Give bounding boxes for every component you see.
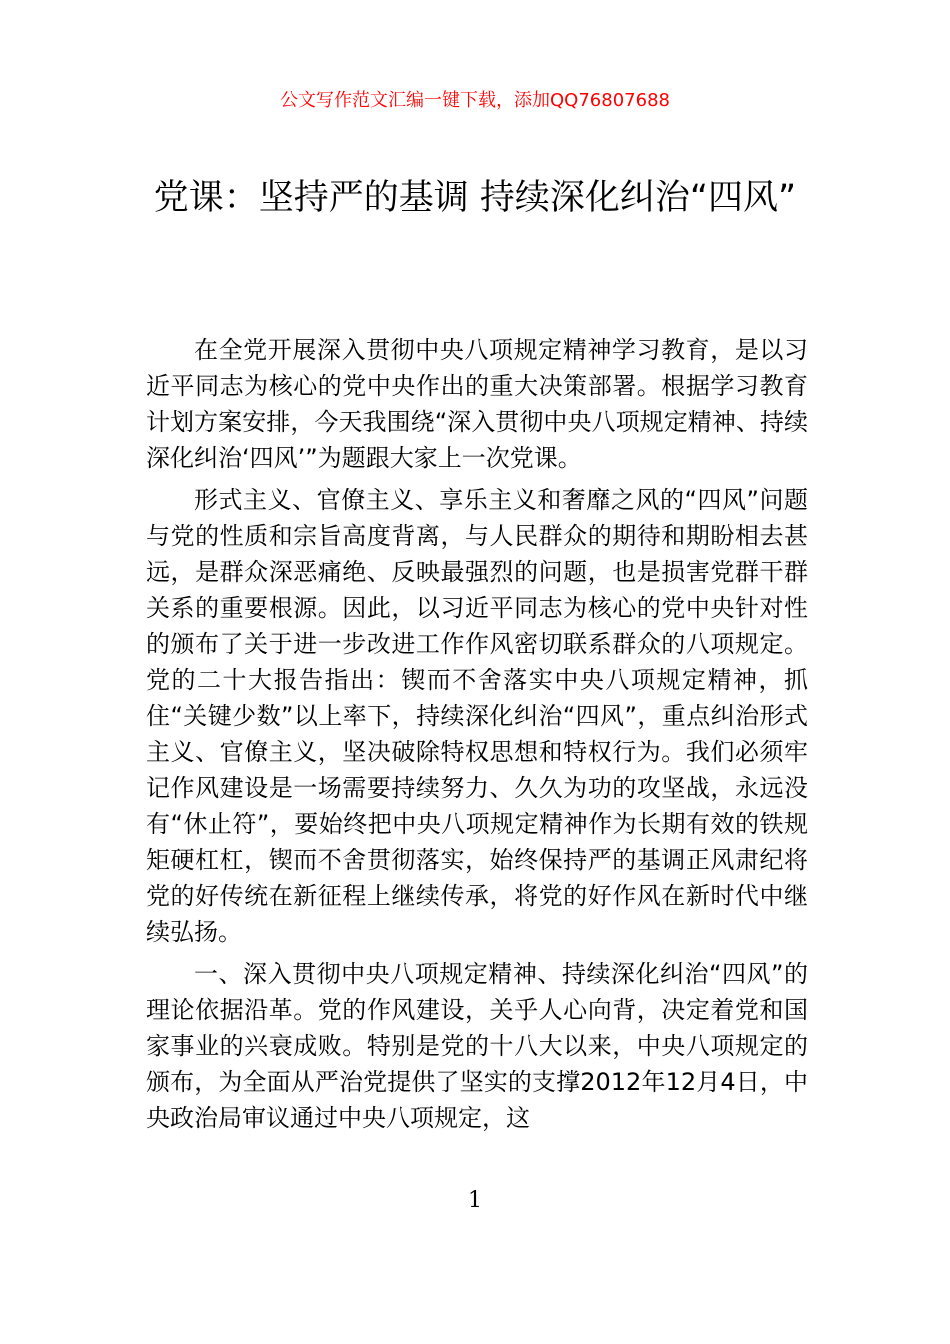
header-banner: 公文写作范文汇编一键下载，添加QQ76807688 bbox=[280, 90, 670, 111]
paragraph-1: 在全党开展深入贯彻中央八项规定精神学习教育，是以习近平同志为核心的党中央作出的重大决策部署。根据学习教育计划方案安排，今天我围绕“深入贯彻中央八项规定精神、持续深化纠治‘四风’”为题跟大家上一次党课。 bbox=[146, 336, 808, 472]
document-body bbox=[146, 332, 808, 1142]
paragraph-3: 一、深入贯彻中央八项规定精神、持续深化纠治“四风”的理论依据沿革。党的作风建设，关乎人心向背，决定着党和国家事业的兴衰成败。特别是党的十八大以来，中央八项规定的颁布，为全面从严治党提供了坚实的支撑2012年12月4日，中央政治局审议通过中央八项规定，这 bbox=[146, 960, 808, 1132]
page-number: 1 bbox=[468, 1188, 482, 1213]
paragraph-2: 形式主义、官僚主义、享乐主义和奢靡之风的“四风”问题与党的性质和宗旨高度背离，与人民群众的期待和期盼相去甚远，是群众深恶痛绝、反映最强烈的问题，也是损害党群干群关系的重要根源。因此，以习近平同志为核心的党中央针对性的颁布了关于进一步改进工作作风密切联系群众的八项规定。党的二十大报告指出：锲而不舍落实中央八项规定精神，抓住“关键少数”以上率下，持续深化纠治“四风”，重点纠治形式主义、官僚主义，坚决破除特权思想和特权行为。我们必须牢记作风建设是一场需要持续努力、久久为功的攻坚战，永远没有“休止符”，要始终把中央八项规定精神作为长期有效的铁规矩硬杠杠，锲而不舍贯彻落实，始终保持严的基调正风肃纪将党的好传统在新征程上继续传承，将党的好作风在新时代中继续弘扬。 bbox=[146, 486, 808, 946]
document-title: 党课：坚持严的基调 持续深化纠治“四风” bbox=[153, 178, 797, 218]
